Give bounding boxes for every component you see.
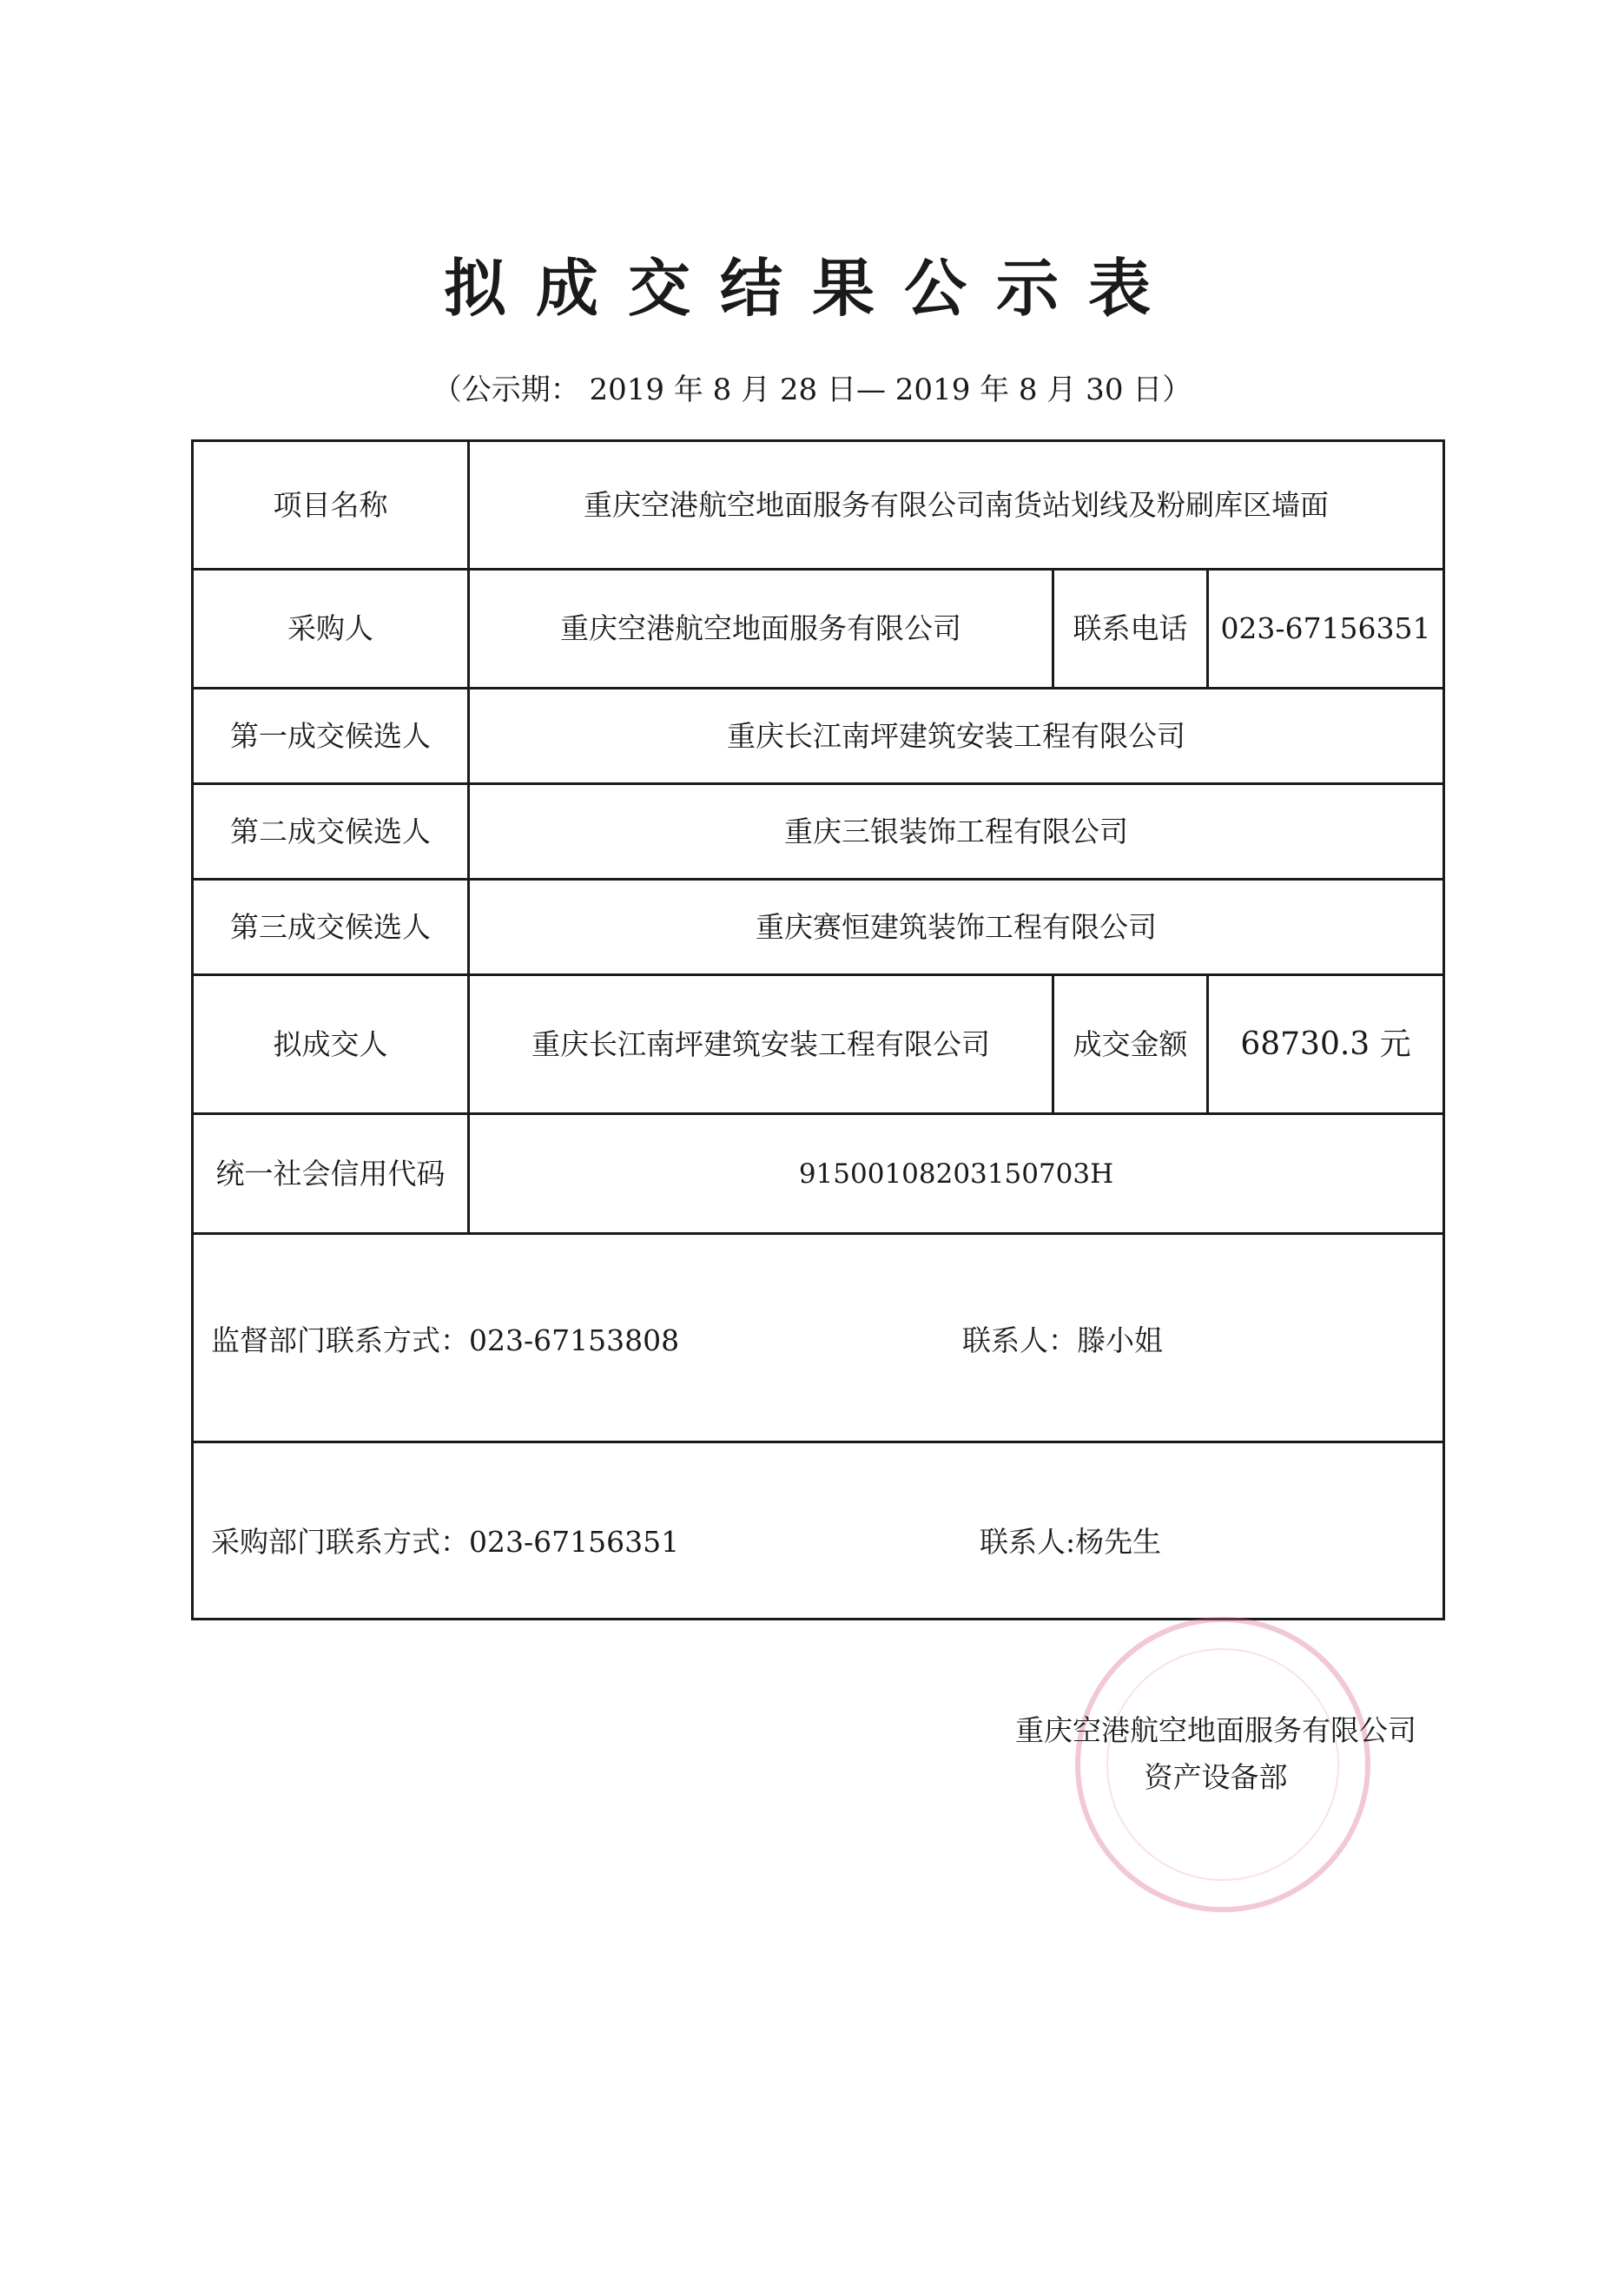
candidate1-value: 重庆长江南坪建筑安装工程有限公司 [727, 718, 1185, 753]
candidate1-label: 第一成交候选人 [194, 689, 470, 782]
credit-value: 91500108203150703H [798, 1158, 1114, 1190]
project-label: 项目名称 [194, 442, 470, 568]
buyer-value: 重庆空港航空地面服务有限公司 [470, 571, 1054, 687]
purchasing-row [194, 1443, 1442, 1618]
candidate3-label: 第三成交候选人 [194, 881, 470, 973]
candidate2-value: 重庆三银装饰工程有限公司 [784, 814, 1128, 848]
credit-label: 统一社会信用代码 [194, 1115, 470, 1232]
candidate2-row [194, 785, 1442, 881]
supervision-row [194, 1235, 1442, 1443]
page-title: 拟成交结果公示表 [443, 251, 1180, 325]
candidate3-row [194, 881, 1442, 976]
candidate2-label: 第二成交候选人 [194, 785, 470, 878]
supervision-person: 联系人：滕小姐 [962, 1323, 1163, 1357]
buyer-label: 采购人 [194, 571, 470, 687]
purchasing-person: 联系人:杨先生 [980, 1525, 1162, 1559]
winner-label: 拟成交人 [194, 976, 470, 1112]
supervision-contact: 监督部门联系方式：023-67153808 [211, 1323, 680, 1357]
footer-company: 重庆空港航空地面服务有限公司 [1015, 1713, 1416, 1747]
publicity-period: （公示期： 2019 年 8 月 28 日— 2019 年 8 月 30 日） [432, 373, 1192, 407]
phone-value: 023-67156351 [1220, 611, 1431, 645]
candidate1-row [194, 689, 1442, 785]
purchasing-contact: 采购部门联系方式：023-67156351 [211, 1525, 680, 1559]
candidate3-value: 重庆赛恒建筑装饰工程有限公司 [756, 909, 1157, 944]
phone-label: 联系电话 [1054, 571, 1209, 687]
footer-department: 资产设备部 [1144, 1760, 1288, 1794]
amount-value: 68730.3 元 [1240, 1026, 1411, 1062]
winner-value: 重庆长江南坪建筑安装工程有限公司 [470, 976, 1054, 1112]
result-table [191, 439, 1445, 1620]
winner-row [194, 976, 1442, 1115]
project-row [194, 442, 1442, 571]
amount-label: 成交金额 [1054, 976, 1209, 1112]
project-value: 重庆空港航空地面服务有限公司南货站划线及粉刷库区墙面 [584, 487, 1329, 522]
credit-row [194, 1115, 1442, 1235]
buyer-row [194, 571, 1442, 689]
